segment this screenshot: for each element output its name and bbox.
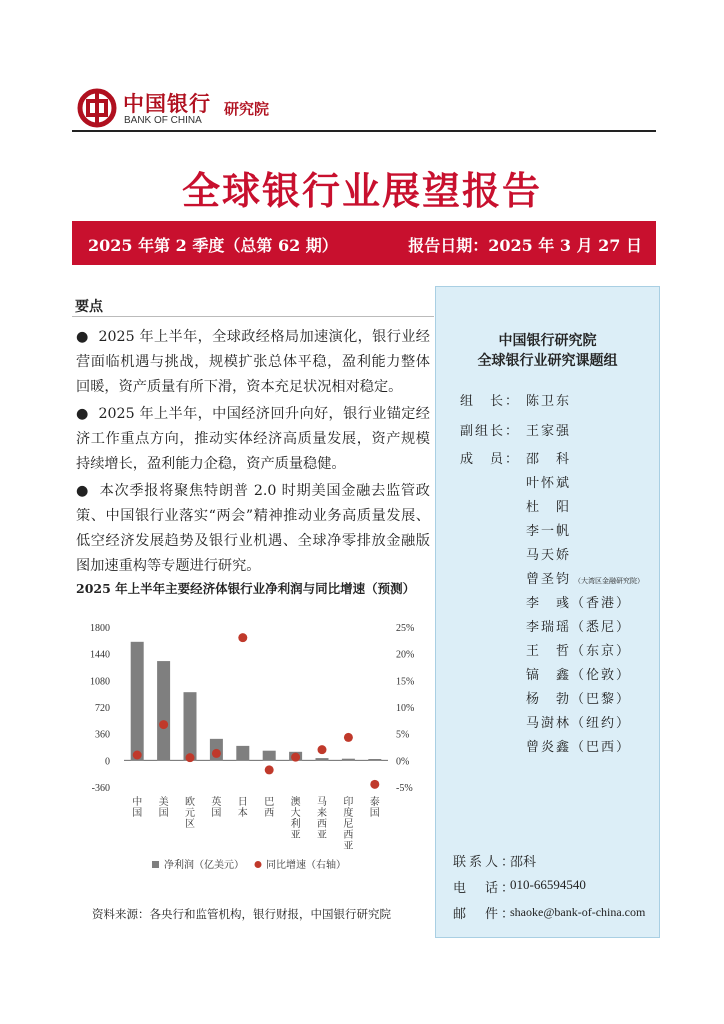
key-point-1 bbox=[76, 325, 430, 400]
member-name: 李 彧（香港） bbox=[526, 596, 632, 611]
member-item bbox=[526, 664, 631, 683]
category-label: 泰国 bbox=[369, 797, 380, 819]
key-points-rule bbox=[72, 316, 434, 317]
bar bbox=[131, 642, 144, 761]
bullet-icon: ● bbox=[76, 329, 89, 345]
member-name: 邵 科 bbox=[526, 452, 572, 467]
member-name: 曾炎鑫（巴西） bbox=[526, 740, 632, 755]
member-item bbox=[526, 472, 571, 491]
member-item bbox=[526, 448, 571, 467]
leader-name: 陈卫东 bbox=[526, 394, 572, 409]
member-name: 李一帆 bbox=[526, 524, 572, 539]
legend-swatch-growth bbox=[255, 861, 262, 868]
report-date: 报告日期：2025 年 3 月 27 日 bbox=[408, 236, 642, 255]
profit-growth-chart bbox=[76, 605, 432, 895]
email-label: 邮 件： bbox=[453, 907, 518, 922]
left-axis-tick: 1080 bbox=[90, 676, 110, 688]
member-item bbox=[526, 736, 631, 755]
legend-swatch-profit bbox=[152, 861, 159, 868]
deputy-label: 副组长： bbox=[460, 424, 521, 439]
key-point-3 bbox=[76, 479, 430, 579]
right-axis-tick: 5% bbox=[396, 729, 410, 741]
right-axis-tick: 10% bbox=[396, 703, 415, 714]
research-org-name: 中国银行研究院 bbox=[498, 333, 597, 349]
growth-point bbox=[133, 751, 142, 760]
logo-text-en: BANK OF CHINA bbox=[124, 115, 202, 126]
right-axis-tick: 15% bbox=[396, 676, 415, 688]
legend-label-profit: 净利润（亿美元） bbox=[164, 860, 244, 871]
member-name: 叶怀斌 bbox=[526, 476, 572, 491]
category-label: 美国 bbox=[158, 797, 169, 819]
bar bbox=[263, 751, 276, 761]
member-affiliation: （大湾区金融研究院） bbox=[574, 577, 645, 585]
right-axis-tick: -5% bbox=[396, 783, 413, 794]
bar bbox=[368, 759, 381, 760]
growth-point bbox=[344, 733, 353, 742]
leader-label: 组 长： bbox=[460, 394, 521, 409]
member-item bbox=[526, 568, 644, 587]
research-team-panel bbox=[435, 286, 660, 938]
growth-point bbox=[291, 753, 300, 762]
member-name: 曾圣钧 bbox=[526, 572, 572, 587]
key-points-heading: 要点 bbox=[75, 299, 103, 315]
member-name: 马澍林（纽约） bbox=[526, 716, 632, 731]
bar bbox=[236, 746, 249, 760]
contact-name: 邵科 bbox=[510, 854, 537, 869]
key-point-2 bbox=[76, 402, 430, 477]
left-axis-tick: 360 bbox=[95, 729, 110, 741]
phone-label: 电 话： bbox=[453, 881, 518, 896]
category-label: 日本 bbox=[237, 797, 248, 819]
category-label: 欧元区 bbox=[185, 797, 195, 830]
legend-label-growth: 同比增速（右轴） bbox=[266, 860, 346, 871]
member-item bbox=[526, 688, 631, 707]
member-item bbox=[526, 592, 631, 611]
chart-title: 2025 年上半年主要经济体银行业净利润与同比增速（预测） bbox=[76, 581, 416, 596]
bullet-icon: ● bbox=[76, 483, 90, 499]
research-group-name: 全球银行业研究课题组 bbox=[477, 353, 618, 369]
category-label: 马来西亚 bbox=[317, 797, 327, 841]
bullet-icon: ● bbox=[76, 406, 89, 422]
department-name: 研究院 bbox=[224, 100, 270, 118]
growth-point bbox=[318, 745, 327, 754]
category-label: 中国 bbox=[132, 797, 143, 819]
bar bbox=[184, 692, 197, 760]
bar bbox=[157, 661, 170, 760]
member-item bbox=[526, 712, 631, 731]
left-axis-tick: 720 bbox=[95, 703, 110, 714]
growth-point bbox=[238, 633, 247, 642]
member-name: 马天娇 bbox=[526, 548, 572, 563]
header-rule bbox=[72, 130, 656, 132]
contact-label: 联系人： bbox=[453, 855, 518, 870]
right-axis-tick: 20% bbox=[396, 649, 415, 661]
key-point-text: 2025 年上半年，全球政经格局加速演化，银行业经营面临机遇与挑战，规模扩张总体平稳，盈利能力整体回暖，资产质量有所下滑，资本充足状况相对稳定。 bbox=[76, 329, 430, 395]
member-item bbox=[526, 616, 631, 635]
category-label: 巴西 bbox=[264, 797, 275, 819]
left-axis-tick: 1800 bbox=[90, 623, 110, 634]
right-axis-tick: 0% bbox=[396, 756, 410, 768]
key-point-text: 2025 年上半年，中国经济回升向好，银行业锚定经济工作重点方向，推动实体经济高质量发展，资产规模持续增长，盈利能力企稳，资产质量稳健。 bbox=[76, 406, 430, 472]
chart-source: 资料来源：各央行和监管机构，银行财报，中国银行研究院 bbox=[92, 907, 391, 921]
category-label: 印度尼西亚 bbox=[343, 797, 354, 852]
logo-text-cn: 中国银行 bbox=[123, 91, 211, 116]
category-label: 英国 bbox=[211, 797, 222, 819]
left-axis-tick: 0 bbox=[105, 756, 110, 768]
growth-point bbox=[212, 749, 221, 758]
member-item bbox=[526, 496, 571, 515]
bar bbox=[316, 758, 329, 760]
growth-point bbox=[159, 720, 168, 729]
email-link[interactable]: shaoke@bank-of-china.com bbox=[510, 905, 646, 919]
issue-number: 2025 年第 2 季度（总第 62 期） bbox=[88, 236, 338, 255]
deputy-name: 王家强 bbox=[526, 424, 572, 439]
phone-number: 010-66594540 bbox=[510, 877, 586, 892]
member-item bbox=[526, 520, 571, 539]
left-axis-tick: 1440 bbox=[90, 649, 110, 661]
growth-point bbox=[370, 780, 379, 789]
member-name: 杜 阳 bbox=[526, 500, 572, 515]
right-axis-tick: 25% bbox=[396, 623, 415, 634]
member-name: 李瑞瑶（悉尼） bbox=[526, 620, 632, 635]
report-title: 全球银行业展望报告 bbox=[181, 168, 542, 213]
category-label: 澳大利亚 bbox=[290, 797, 301, 841]
bank-of-china-logo-icon bbox=[77, 88, 117, 128]
member-name: 镐 鑫（伦敦） bbox=[526, 668, 632, 683]
growth-point bbox=[186, 753, 195, 762]
member-item bbox=[526, 640, 631, 659]
key-point-text: 本次季报将聚焦特朗普 2.0 时期美国金融去监管政策、中国银行业落实“两会”精神推动业务高质量发展、低空经济发展趋势及银行业机遇、全球净零排放金融版图加速重构等专题进行研究。 bbox=[76, 483, 430, 574]
left-axis-tick: -360 bbox=[91, 783, 110, 794]
growth-point bbox=[265, 765, 274, 774]
member-name: 王 哲（东京） bbox=[526, 644, 632, 659]
bar bbox=[342, 759, 355, 761]
member-name: 杨 勃（巴黎） bbox=[526, 692, 632, 707]
member-item bbox=[526, 544, 571, 563]
members-label: 成 员： bbox=[460, 452, 521, 467]
